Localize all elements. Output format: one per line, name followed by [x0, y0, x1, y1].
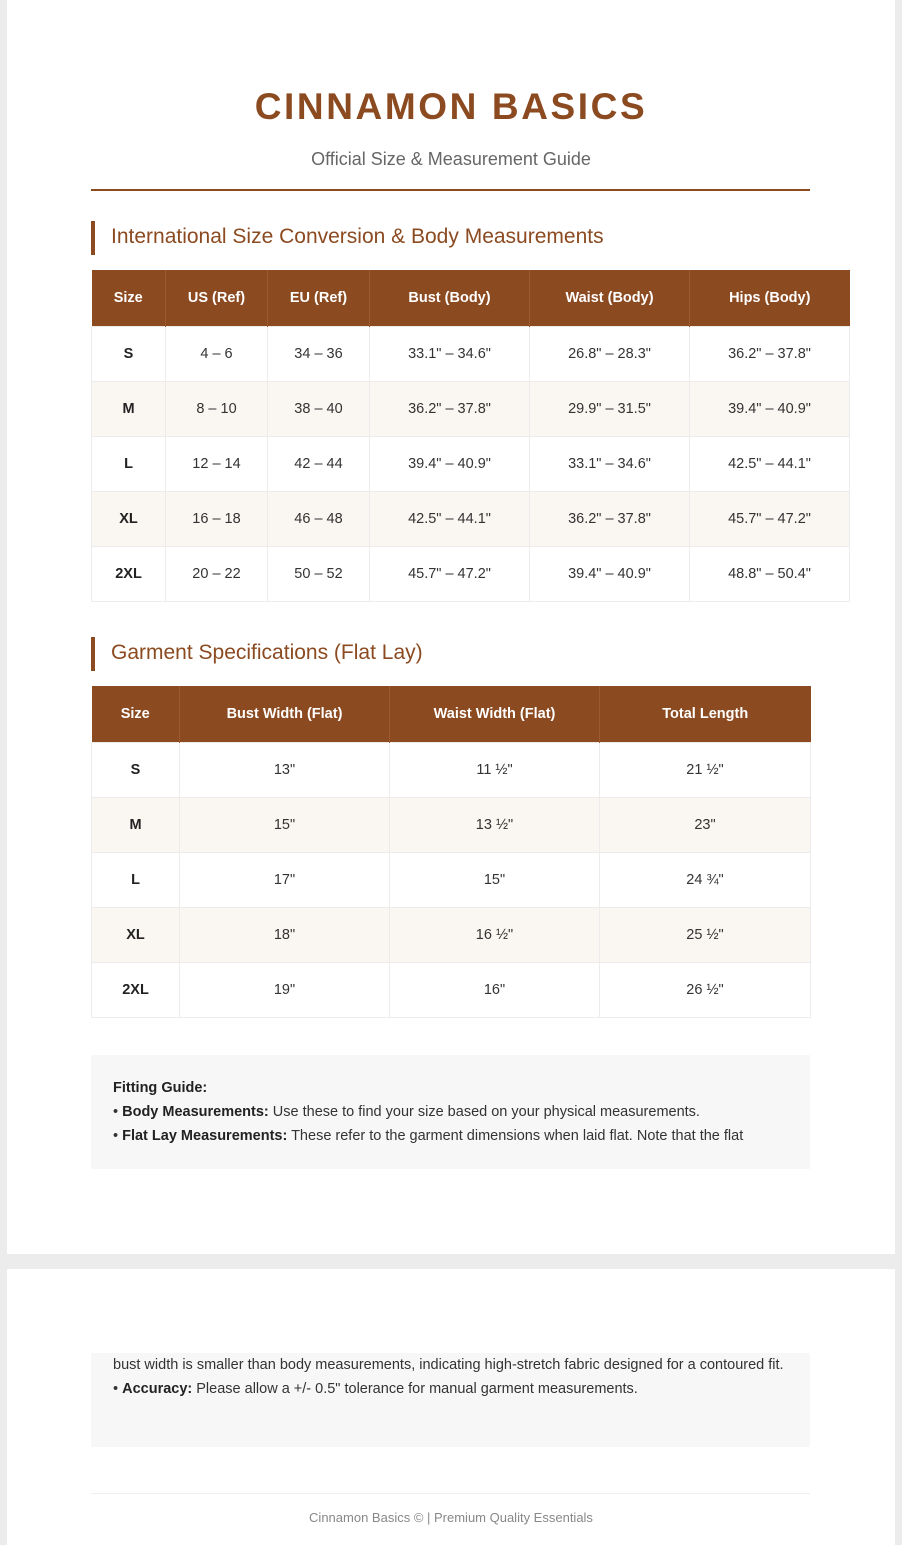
- table-cell: 26.8" – 28.3": [530, 326, 690, 381]
- table-cell: 13 ½": [390, 797, 600, 852]
- table-cell: 15": [390, 852, 600, 907]
- column-header: Waist Width (Flat): [390, 686, 600, 742]
- size-cell: S: [92, 742, 180, 797]
- header-divider: [91, 189, 810, 191]
- footer-divider: [91, 1493, 810, 1494]
- fitting-item-accuracy: • Accuracy: Please allow a +/- 0.5" tolerance for manual garment measurements.: [113, 1381, 638, 1397]
- size-cell: M: [92, 797, 180, 852]
- table-cell: 16": [390, 962, 600, 1017]
- table-cell: 15": [180, 797, 390, 852]
- page-1: [7, 0, 895, 1254]
- column-header: Hips (Body): [690, 270, 850, 326]
- fitting-text-continued: bust width is smaller than body measurements, indicating high-stretch fabric designed for a contoured fit.: [113, 1357, 784, 1373]
- table-cell: 26 ½": [600, 962, 811, 1017]
- table-row: [92, 491, 850, 546]
- table-cell: 24 ¾": [600, 852, 811, 907]
- column-header: Size: [92, 686, 180, 742]
- page-2: [7, 1269, 895, 1545]
- fitting-guide-box: [91, 1055, 810, 1169]
- table-cell: 42.5" – 44.1": [370, 491, 530, 546]
- table-cell: 50 – 52: [268, 546, 370, 601]
- fitting-item-body: • Body Measurements: Use these to find your size based on your physical measurements.: [113, 1104, 700, 1120]
- conversion-section-title: International Size Conversion & Body Measurements: [91, 221, 604, 255]
- table-cell: 16 – 18: [166, 491, 268, 546]
- size-cell: 2XL: [92, 962, 180, 1017]
- table-cell: 11 ½": [390, 742, 600, 797]
- table-cell: 36.2" – 37.8": [690, 326, 850, 381]
- size-cell: M: [92, 381, 166, 436]
- table-cell: 19": [180, 962, 390, 1017]
- table-cell: 23": [600, 797, 811, 852]
- column-header: Size: [92, 270, 166, 326]
- size-conversion-table: [91, 270, 850, 602]
- fitting-text: These refer to the garment dimensions when laid flat. Note that the flat: [287, 1128, 744, 1144]
- size-cell: 2XL: [92, 546, 166, 601]
- size-cell: XL: [92, 907, 180, 962]
- table-cell: 45.7" – 47.2": [690, 491, 850, 546]
- table-cell: 33.1" – 34.6": [530, 436, 690, 491]
- guide-subtitle: Official Size & Measurement Guide: [311, 149, 591, 169]
- brand-title: CINNAMON BASICS: [254, 86, 648, 127]
- table-cell: 46 – 48: [268, 491, 370, 546]
- table-cell: 42.5" – 44.1": [690, 436, 850, 491]
- table-cell: 39.4" – 40.9": [370, 436, 530, 491]
- fitting-text: Please allow a +/- 0.5" tolerance for manual garment measurements.: [192, 1381, 638, 1397]
- size-cell: L: [92, 852, 180, 907]
- table-cell: 34 – 36: [268, 326, 370, 381]
- table-row: [92, 962, 811, 1017]
- table-cell: 36.2" – 37.8": [370, 381, 530, 436]
- column-header: Total Length: [600, 686, 811, 742]
- table-cell: 20 – 22: [166, 546, 268, 601]
- fitting-text: Use these to find your size based on your physical measurements.: [268, 1104, 700, 1120]
- table-cell: 33.1" – 34.6": [370, 326, 530, 381]
- table-cell: 42 – 44: [268, 436, 370, 491]
- table-row: [92, 907, 811, 962]
- table-cell: 36.2" – 37.8": [530, 491, 690, 546]
- table-row: [92, 326, 850, 381]
- size-cell: L: [92, 436, 166, 491]
- size-cell: S: [92, 326, 166, 381]
- table-cell: 16 ½": [390, 907, 600, 962]
- table-header-row: [92, 270, 850, 326]
- table-row: [92, 742, 811, 797]
- fitting-guide-title: Fitting Guide:: [113, 1080, 208, 1096]
- table-row: [92, 797, 811, 852]
- table-cell: 38 – 40: [268, 381, 370, 436]
- table-cell: 21 ½": [600, 742, 811, 797]
- garment-spec-table: [91, 686, 811, 1018]
- table-cell: 4 – 6: [166, 326, 268, 381]
- column-header: US (Ref): [166, 270, 268, 326]
- fitting-label: Accuracy:: [122, 1381, 193, 1397]
- fitting-label: Body Measurements:: [122, 1104, 269, 1120]
- table-cell: 25 ½": [600, 907, 811, 962]
- fitting-label: Flat Lay Measurements:: [122, 1128, 288, 1144]
- column-header: Bust Width (Flat): [180, 686, 390, 742]
- table-cell: 29.9" – 31.5": [530, 381, 690, 436]
- garment-section-title: Garment Specifications (Flat Lay): [91, 637, 423, 671]
- table-cell: 12 – 14: [166, 436, 268, 491]
- table-cell: 13": [180, 742, 390, 797]
- size-cell: XL: [92, 491, 166, 546]
- table-header-row: [92, 686, 811, 742]
- table-cell: 45.7" – 47.2": [370, 546, 530, 601]
- table-cell: 8 – 10: [166, 381, 268, 436]
- fitting-item-flat: • Flat Lay Measurements: These refer to the garment dimensions when laid flat. Note that the flat: [113, 1128, 744, 1144]
- table-cell: 39.4" – 40.9": [530, 546, 690, 601]
- column-header: EU (Ref): [268, 270, 370, 326]
- table-cell: 17": [180, 852, 390, 907]
- footer-text: Cinnamon Basics © | Premium Quality Essentials: [309, 1510, 593, 1525]
- table-row: [92, 852, 811, 907]
- table-row: [92, 381, 850, 436]
- table-row: [92, 546, 850, 601]
- table-cell: 39.4" – 40.9": [690, 381, 850, 436]
- table-row: [92, 436, 850, 491]
- column-header: Bust (Body): [370, 270, 530, 326]
- table-cell: 48.8" – 50.4": [690, 546, 850, 601]
- column-header: Waist (Body): [530, 270, 690, 326]
- table-cell: 18": [180, 907, 390, 962]
- fitting-guide-box-continued: [91, 1353, 810, 1447]
